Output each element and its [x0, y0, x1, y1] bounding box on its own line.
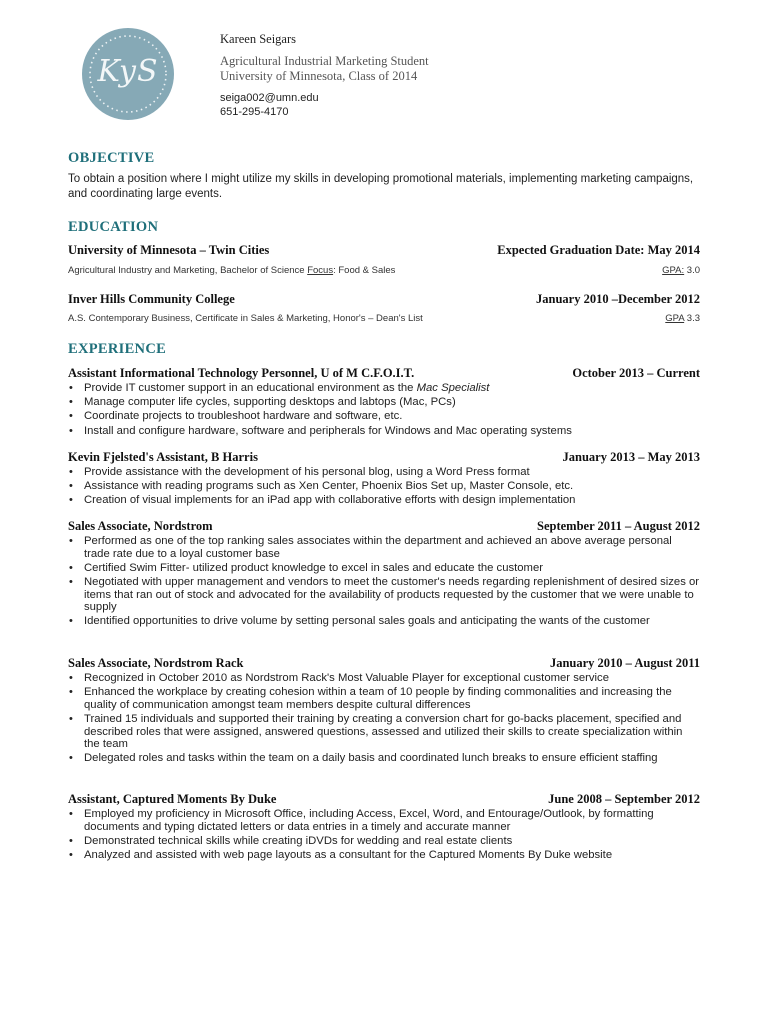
job-header	[68, 792, 700, 808]
experience-heading: EXPERIENCE	[68, 341, 167, 357]
job-bullets	[68, 382, 700, 437]
candidate-title: Agricultural Industrial Marketing Student	[220, 54, 429, 68]
logo-monogram: KyS	[97, 54, 159, 89]
list-item: • Performed as one of the top ranking sales associates within the department and achieved an above average personal trade rate due to a loyal customer base	[68, 535, 700, 560]
job-date: October 2013 – Current	[572, 366, 700, 380]
gpa: GPA 3.3	[665, 313, 700, 324]
list-item: • Assistance with reading programs such as Xen Center, Phoenix Bios Set up, Master Console, etc.	[68, 480, 700, 493]
email[interactable]: seiga002@umn.edu	[220, 92, 319, 104]
job-bullets	[68, 672, 700, 765]
list-item: • Coordinate projects to troubleshoot hardware and software, etc.	[68, 410, 700, 423]
list-item: • Creation of visual implements for an iPad app with collaborative efforts with design implementation	[68, 494, 700, 507]
list-item: • Delegated roles and tasks within the team on a daily basis and coordinated lunch breaks to ensure efficient staffing	[68, 752, 700, 765]
list-item: • Recognized in October 2010 as Nordstrom Rack's Most Valuable Player for exceptional customer service	[68, 672, 700, 685]
job-date: January 2010 – August 2011	[549, 656, 700, 670]
list-item: • Demonstrated technical skills while creating iDVDs for wedding and real estate clients	[68, 835, 700, 848]
job-entry	[68, 366, 700, 439]
list-item: • Negotiated with upper management and vendors to meet the customer's needs regarding replenishment of desired sizes or items that ran out of stock and advocated for the availability of products requested by the customer that we were unable to supply	[68, 576, 700, 614]
list-item: • Enhanced the workplace by creating cohesion within a team of 10 people by finding commonalities and increasing the quality of communication amongst team members despite cultural differences	[68, 686, 700, 711]
candidate-school: University of Minnesota, Class of 2014	[220, 69, 418, 83]
phone: 651-295-4170	[220, 106, 289, 118]
list-item: • Identified opportunities to drive volume by setting personal sales goals and anticipating the wants of the customer	[68, 615, 700, 628]
school-name: University of Minnesota – Twin Cities	[68, 243, 270, 257]
job-bullets	[68, 535, 700, 628]
job-date: June 2008 – September 2012	[548, 792, 700, 806]
education-detail: A.S. Contemporary Business, Certificate in Sales & Marketing, Honor's – Dean's List	[68, 313, 423, 324]
job-entry	[68, 792, 700, 863]
job-title: Assistant, Captured Moments By Duke	[68, 792, 277, 806]
list-item: • Certified Swim Fitter- utilized product knowledge to excel in sales and educate the customer	[68, 562, 700, 575]
education-date: Expected Graduation Date: May 2014	[497, 243, 700, 257]
job-date: January 2013 – May 2013	[562, 450, 700, 464]
job-title: Sales Associate, Nordstrom	[68, 519, 213, 533]
job-bullets	[68, 808, 700, 862]
contact-header	[220, 32, 429, 119]
job-entry	[68, 656, 700, 767]
job-title: Kevin Fjelsted's Assistant, B Harris	[68, 450, 258, 464]
monogram-logo	[82, 28, 174, 120]
job-header	[68, 366, 700, 382]
list-item: • Trained 15 individuals and supported their training by creating a conversion chart for go-backs placement, specified and described roles that were assigned, answered questions, assessed and utilized their skills to create specialization within the team	[68, 713, 700, 751]
job-title: Assistant Informational Technology Personnel, U of M C.F.O.I.T.	[68, 366, 415, 380]
job-header	[68, 656, 700, 672]
candidate-name: Kareen Seigars	[220, 32, 297, 46]
list-item: • Manage computer life cycles, supporting desktops and labtops (Mac, PCs)	[68, 396, 700, 409]
school-name: Inver Hills Community College	[68, 292, 235, 306]
job-entry	[68, 519, 700, 630]
list-item: • Install and configure hardware, software and peripherals for Windows and Mac operating systems	[68, 425, 700, 438]
education-heading: EDUCATION	[68, 219, 159, 235]
gpa: GPA: 3.0	[662, 265, 700, 276]
education-date: January 2010 –December 2012	[536, 292, 700, 306]
job-bullets	[68, 466, 700, 507]
list-item: • Provide IT customer support in an educational environment as the Mac Specialist	[68, 382, 700, 395]
objective-heading: OBJECTIVE	[68, 150, 155, 166]
job-title: Sales Associate, Nordstrom Rack	[68, 656, 244, 670]
job-entry	[68, 450, 700, 509]
job-header	[68, 450, 700, 466]
education-detail: Agricultural Industry and Marketing, Bachelor of Science Focus: Food & Sales	[68, 265, 396, 276]
objective-text: To obtain a position where I might utilize my skills in developing promotional materials, implementing marketing campaigns, and coordinating large events.	[68, 173, 694, 200]
list-item: • Provide assistance with the development of his personal blog, using a Word Press format	[68, 466, 700, 479]
job-header	[68, 519, 700, 535]
job-date: September 2011 – August 2012	[537, 519, 700, 533]
list-item: • Analyzed and assisted with web page layouts as a consultant for the Captured Moments By Duke website	[68, 849, 700, 862]
list-item: • Employed my proficiency in Microsoft Office, including Access, Excel, Word, and Entourage/Outlook, by formatting documents and typing dictated letters or data entries in a timely and accurate manner	[68, 808, 700, 833]
